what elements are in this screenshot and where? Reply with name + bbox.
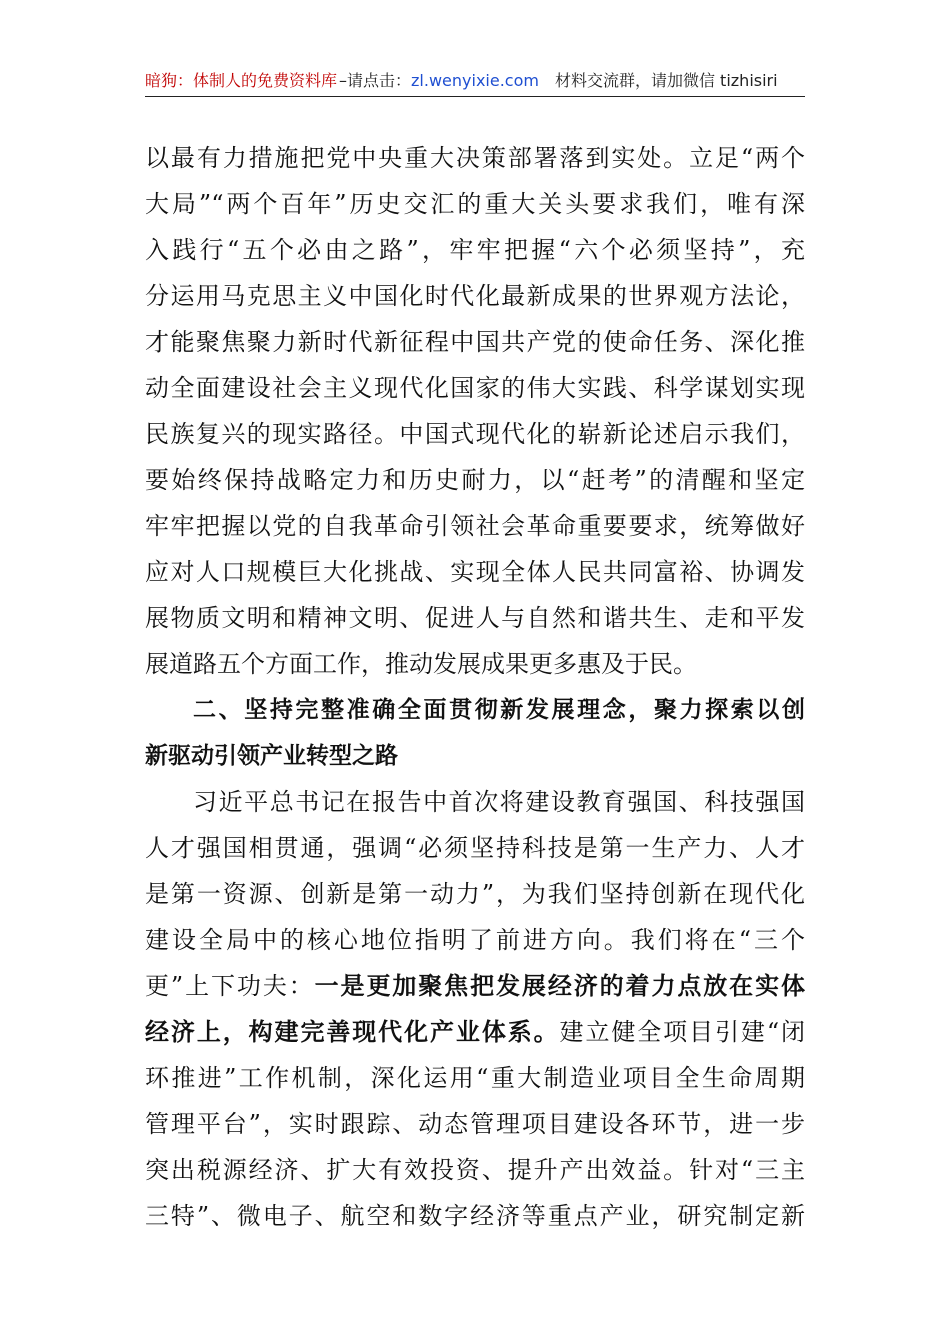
bold-span: 经济上，构建完善现代化产业体系。 — [145, 1017, 560, 1046]
text-line: 习近平总书记在报告中首次将建设教育强国、科技强国 — [193, 788, 805, 816]
header-link[interactable]: zl.wenyixie.com — [411, 71, 539, 90]
header-prompt: –请点击： — [339, 71, 412, 90]
text-span: 更”上下功夫： — [145, 972, 315, 1000]
section-heading-cont: 新驱动引领产业转型之路 — [145, 743, 398, 769]
text-line-mixed — [145, 1009, 805, 1055]
header-wechat-note: 材料交流群，请加微信 tizhisiri — [554, 71, 778, 90]
text-line: 突出税源经济、扩大有效投资、提升产出效益。针对“三主 — [145, 1156, 805, 1184]
text-line: 要始终保持战略定力和历史耐力，以“赶考”的清醒和坚定 — [145, 466, 805, 494]
header-brand: 暗狗：体制人的免费资料库 — [145, 71, 338, 90]
text-line: 牢牢把握以党的自我革命引领社会革命重要要求，统筹做好 — [145, 512, 805, 540]
document-body — [145, 135, 805, 1239]
text-line: 入践行“五个必由之路”，牢牢把握“六个必须坚持”，充 — [145, 236, 805, 264]
text-span: 建立健全项目引建“闭 — [559, 1018, 805, 1046]
text-line-mixed — [145, 963, 805, 1009]
text-line: 三特”、微电子、航空和数字经济等重点产业，研究制定新 — [145, 1202, 805, 1230]
section-heading: 二、坚持完整准确全面贯彻新发展理念，聚力探索以创 — [193, 697, 805, 723]
text-line: 是第一资源、创新是第一动力”，为我们坚持创新在现代化 — [145, 880, 805, 908]
text-line: 管理平台”，实时跟踪、动态管理项目建设各环节，进一步 — [145, 1110, 805, 1138]
text-line: 才能聚焦聚力新时代新征程中国共产党的使命任务、深化推 — [145, 328, 805, 356]
text-line: 应对人口规模巨大化挑战、实现全体人民共同富裕、协调发 — [145, 558, 805, 586]
bold-span: 一是更加聚焦把发展经济的着力点放在实体 — [314, 971, 805, 1000]
text-line: 建设全局中的核心地位指明了前进方向。我们将在“三个 — [145, 926, 805, 954]
page-header — [145, 66, 805, 97]
text-line: 民族复兴的现实路径。中国式现代化的崭新论述启示我们， — [145, 420, 805, 448]
text-line: 环推进”工作机制，深化运用“重大制造业项目全生命周期 — [145, 1064, 805, 1092]
text-line: 展道路五个方面工作，推动发展成果更多惠及于民。 — [145, 650, 697, 678]
text-line: 人才强国相贯通，强调“必须坚持科技是第一生产力、人才 — [145, 834, 805, 862]
text-line: 大局”“两个百年”历史交汇的重大关头要求我们，唯有深 — [145, 190, 805, 218]
text-line: 以最有力措施把党中央重大决策部署落到实处。立足“两个 — [145, 144, 805, 172]
text-line: 分运用马克思主义中国化时代化最新成果的世界观方法论， — [145, 282, 805, 310]
text-line: 展物质文明和精神文明、促进人与自然和谐共生、走和平发 — [145, 604, 805, 632]
text-line: 动全面建设社会主义现代化国家的伟大实践、科学谋划实现 — [145, 374, 805, 402]
